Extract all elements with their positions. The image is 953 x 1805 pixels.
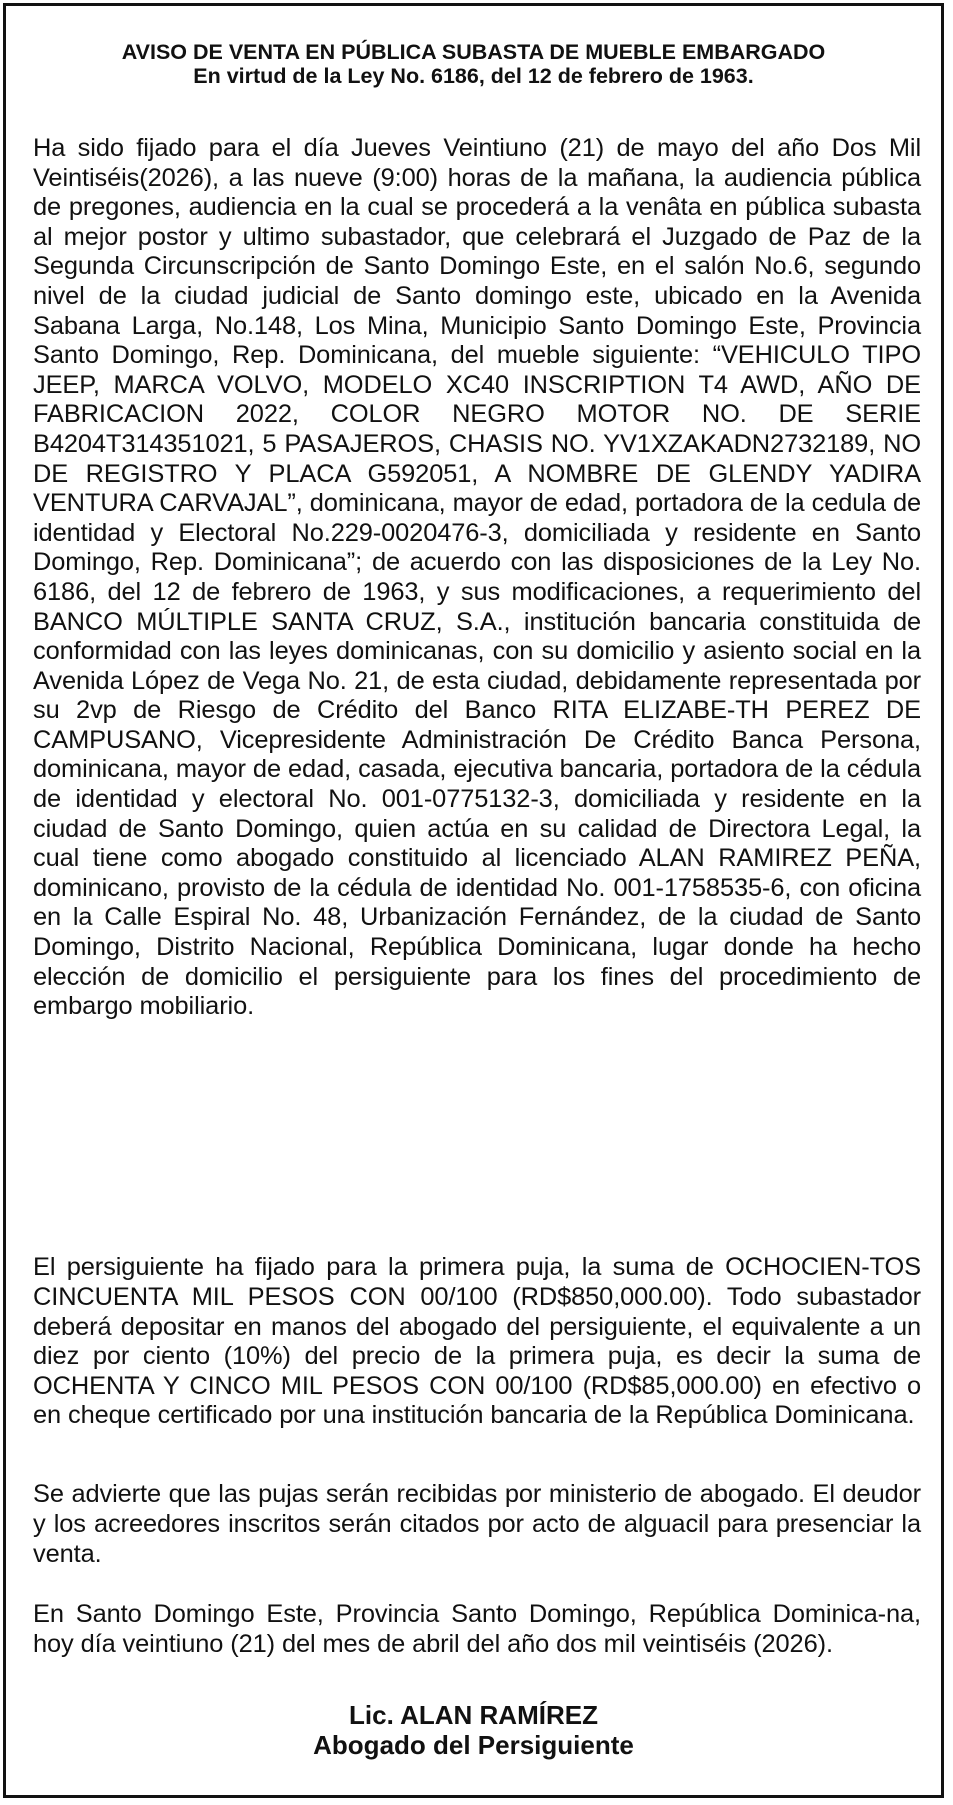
paragraph-auction-details: Ha sido fijado para el día Jueves Veintiuno (21) de mayo del año Dos Mil Veintiséis(2026), a las nueve (9:00) horas de la mañana, la audiencia pública de pregones, audiencia en la cual se procederá a la venâta en pública subasta al mejor postor y ultimo subastador, que celebrará el Juzgado de Paz de la Segunda Circunscripción de Santo Domingo Este, en el salón No.6, segundo nivel de la ciudad judicial de Santo domingo este, ubicado en la Avenida Sabana Larga, No.148, Los Mina, Municipio Santo Domingo Este, Provincia Santo Domingo, Rep. Dominicana, del mueble siguiente: “VEHICULO TIPO JEEP, MARCA VOLVO, MODELO XC40 INSCRIPTION T4 AWD, AÑO DE FABRICACION 2022, COLOR NEGRO MOTOR NO. DE SERIE B4204T314351021, 5 PASAJEROS, CHASIS NO. YV1XZAKADN2732189, NO DE REGISTRO Y PLACA G592051, A NOMBRE DE GLENDY YADIRA VENTURA CARVAJAL”, dominicana, mayor de edad, portadora de la cedula de identidad y Electoral No.229-0020476-3, domiciliada y residente en Santo Domingo, Rep. Dominicana”; de acuerdo con las disposiciones de la Ley No. 6186, del 12 de febrero de 1963, y sus modificaciones, a requerimiento del BANCO MÚLTIPLE SANTA CRUZ, S.A., institución bancaria constituida de conformidad con las leyes dominicanas, con su domicilio y asiento social en la Avenida López de Vega No. 21, de esta ciudad, debidamente representada por su 2vp de Riesgo de Crédito del Banco RITA ELIZABE-TH PEREZ DE CAMPUSANO, Vicepresidente Administración De Crédito Banca Persona, dominicana, mayor de edad, casada, ejecutiva bancaria, portadora de la cédula de identidad y electoral No. 001-0775132-3, domiciliada y residente en la ciudad de Santo Domingo, quien actúa en su calidad de Directora Legal, la cual tiene como abogado constituido al licenciado ALAN RAMIREZ PEÑA, dominicano, provisto de la cédula de identidad No. 001-1758535-6, con oficina en la Calle Espiral No. 48, Urbanización Fernández, de la ciudad de Santo Domingo, Distrito Nacional, República Dominicana, lugar donde ha hecho elección de domicilio el persiguiente para los fines del procedimiento de embargo mobiliario.: [33, 134, 921, 1021]
paragraph-bids-warning: Se advierte que las pujas serán recibidas por ministerio de abogado. El deudor y los acreedores inscritos serán citados por acto de alguacil para presenciar la venta.: [33, 1480, 921, 1568]
notice-title: AVISO DE VENTA EN PÚBLICA SUBASTA DE MUEBLE EMBARGADO: [121, 40, 826, 64]
notice-body: [33, 134, 921, 1022]
paragraph-first-bid: El persiguiente ha fijado para la primera puja, la suma de OCHOCIEN-TOS CINCUENTA MIL PESOS CON 00/100 (RD$850,000.00). Todo subastador deberá depositar en manos del abogado del persiguiente, el equivalente a un diez por ciento (10%) del precio de la primera puja, es decir la suma de OCHENTA Y CINCO MIL PESOS CON 00/100 (RD$85,000.00) en efectivo o en cheque certificado por una institución bancaria de la República Dominicana.: [33, 1253, 921, 1430]
signature-block: [0, 1700, 947, 1760]
notice-heading: [0, 40, 947, 88]
notice-subtitle: En virtud de la Ley No. 6186, del 12 de febrero de 1963.: [193, 64, 754, 88]
signature-role: Abogado del Persiguiente: [313, 1730, 634, 1760]
paragraph-place-date: En Santo Domingo Este, Provincia Santo Domingo, República Dominica-na, hoy día veintiuno (21) del mes de abril del año dos mil veintiséis (2026).: [33, 1600, 921, 1658]
signature-name: Lic. ALAN RAMÍREZ: [349, 1700, 598, 1730]
